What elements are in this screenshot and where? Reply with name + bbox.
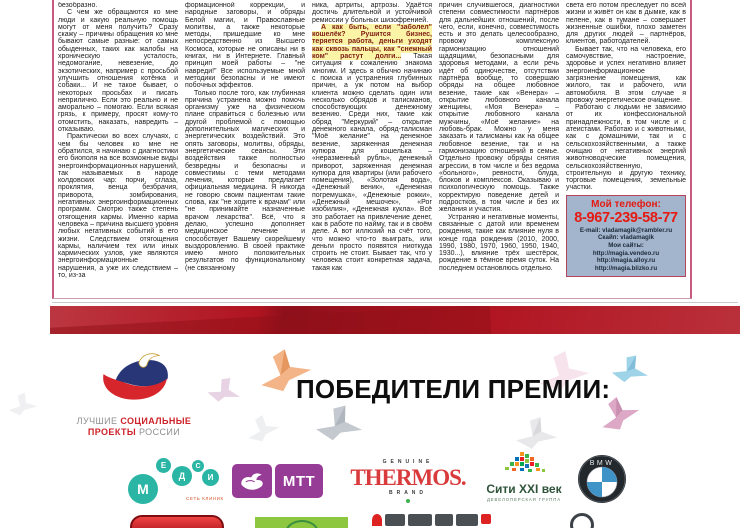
paragraph: Работаю с людьми не зависимо от их конфессиональной принадлежности, в том числе и с атеистами. Работаю и с животными, как с домашними, так и с сельскохозяйственными, а также очищаю от негативных энергий животноводческие помещения, сельскохозяйственную, строительную и другую технику, торговые помещения, земельные участки. xyxy=(566,104,686,192)
article-column-4 xyxy=(439,2,559,296)
article-column-3 xyxy=(312,2,432,296)
paragraph: формационной коррекции, и народные заговоры, и обряды Белой магии, и Православные молитвы, а также некоторые методы, пришедшие ко мне непосредственно из Высшего Космоса, которые не описаны ни в книгах, ни в Интернете. Главный принцип моей работы – "не навреди!" Все используемые мной методики безопасны и не имеют побочных эффектов. xyxy=(185,2,305,90)
contact-site-url: http://magia.blizko.ru xyxy=(594,264,658,272)
article-column-2 xyxy=(185,2,305,296)
paragraph: Только после того, как глубинная причина устранена можно помочь организму уже на физическом плане справиться с болезнью или другой проблемой с помощью дополнительных магических и энергетических воздействий. Это опять заговоры, молитвы, обряды, энергетические сеансы. Эти воздействия также полностью безвредны и безопасны и совместимы с теми методами лечения, которые предлагает официальная медицина. Я никогда не говорю своим пациентам такие слова, как "не ходите к врачам" или "не принимайте назначенные врачом лекарства". Всё, что я делаю, успешно дополняет медицинское лечение и способствует Вашему скорейшему выздоровлению. В своей практике имею много положительных результатов по функциональному (не связанному xyxy=(185,89,305,272)
award-logo xyxy=(56,348,212,438)
paragraph: С чем же обращаются ко мне люди и какую реальную помощь могут от меня получить? Сразу скажу – причины обращения ко мне бывают самые разные: от самых обыденных, таких как жалобы на хроническую усталость, недомогание, невезение, до экзотических, например с просьбой улучшить отношения котёнка и собаки... И не такое бывает, о некоторых просьбах и писать неприлично. Если это реально и не аморально – помогаю. Если всякая грязь, к примеру, просят кому-то отомстить, наказать, навредить – отказываю. xyxy=(58,9,178,134)
paragraph: света его потом преследует по всей жизни и живёт он как в дымке, как в пелене, как в тумане – совершает жизненные ошибки, плохо заметен для других людей – партнёров, клиентов, работодателей. xyxy=(566,2,686,46)
paragraph: Бывает так, что на человека, его самочувствие, настроение, здоровье и успех негативно влияет энергоинформационное загрязнение помещения, как жилого, так и рабочего, или автомобиля. В этом случае я провожу энергетическое очищение. xyxy=(566,45,686,104)
medsi-letter-circle: И xyxy=(202,469,219,486)
origami-bird-icon xyxy=(8,392,38,416)
mtt-logo xyxy=(232,464,323,498)
medsi-logo xyxy=(128,458,240,506)
paragraph: безобразно. xyxy=(58,2,98,9)
thermos-brand-text: BRAND xyxy=(388,490,428,496)
contact-phone-label: Мой телефон: xyxy=(591,198,661,210)
award-word: ЛУЧШИЕ xyxy=(76,416,118,426)
city21-subtitle: ДЕВЕЛОПЕРСКАЯ ГРУППА xyxy=(486,497,562,502)
medsi-letter-circle: М xyxy=(128,474,158,504)
medsi-letter-circle: Е xyxy=(156,458,171,473)
red-banner xyxy=(50,306,740,334)
contact-box xyxy=(566,195,686,278)
origami-bird-icon xyxy=(243,411,282,445)
origami-bird-icon xyxy=(609,350,652,387)
city-skyline-icon xyxy=(498,452,550,478)
medsi-letter-circle: Д xyxy=(172,466,192,486)
city21-logo xyxy=(484,452,564,502)
dove-logo-icon xyxy=(94,348,174,408)
award-logo-text xyxy=(56,416,212,438)
paragraph: причин случившегося, диагностики степени совместимости партнёров для дальнейших отношений, после чего, если, конечно, совместимость есть и это делать целесообразно, провожу комплексную гармонизацию отношений щадящими, безопасными для здоровья методами, а если речь идёт об одиночестве, отсутствии партнёра вообще, то совершаю обряды на общее любовное везение, такие как «Венера» – открытие любовного канала женщины, «Моя Венера» – открытие любовного канала мужчины, «Моё желание» на любовь-брак. Можно у меня заказать и талисманы как на общее любовное везение, так и на гармонизацию отношений в семье. Отдельно провожу обряды снятия агрессии, в том числе и без ведома «больного», ревности, блуда, блоков и комплексов. Оказываю и психологическую помощь. Также корректирую поведение детей и подростков, в том числе и без их желания и участия. xyxy=(439,2,559,214)
origami-bird-icon xyxy=(314,401,367,445)
thermos-genuine-text: GENUINE xyxy=(382,459,434,465)
mtt-wordmark: MTT xyxy=(275,464,323,498)
partial-logo-red-mark xyxy=(372,514,382,526)
phone-number: 8-967-239-58-77 xyxy=(574,209,678,226)
bmw-logo xyxy=(577,454,627,504)
contact-site-url: http://magia.alloy.ru xyxy=(596,257,656,265)
partial-logo-dark-text xyxy=(372,514,491,528)
paragraph: ника, артриты, артрозы. Удаётся достичь длительной и устойчивой ремиссии у больных шизофренией. xyxy=(312,2,432,24)
partial-logo-red-pill xyxy=(130,515,224,528)
contact-sites-label: Мои сайты: xyxy=(608,241,644,249)
partial-logo-green xyxy=(255,517,348,528)
paragraph xyxy=(312,24,432,272)
mtt-bird-tile xyxy=(232,464,272,498)
partial-logo-red-mark xyxy=(481,514,491,524)
winners-heading: ПОБЕДИТЕЛИ ПРЕМИИ: xyxy=(296,374,611,404)
award-word: РОССИИ xyxy=(138,427,181,437)
origami-bird-icon xyxy=(505,414,569,451)
award-winners-section xyxy=(0,334,740,528)
partial-logo-ellipse xyxy=(285,520,319,528)
paragraph: Практически во всех случаях, с чем бы человек ко мне не обратился, я начинаю с диагностики его биополя на все возможные виды энергоинформационных нарушений, так называемых в народе колдовских чар: порчи, сглаза, проклятия, венца безбрачия, приворота, зомбирования, негативных энергоинформационных программ. Смотрю также степень отягощения кармы. Именно карма человека – причина высшего уровня любых негативных событий в его жизни. Следствием отягощения кармы, наличием тех или иных кармических узлов, уже являются энергоинформационные нарушения, а уже их следствием – то, из-за xyxy=(58,133,178,279)
highlighted-lead-text: А как быть, если "заболел" кошелёк? Рушится бизнес, теряется работа, деньги уходят как сквозь пальцы, как "снежный ком" растут долги... xyxy=(312,23,432,61)
contact-skype: Скайп: vladamagik xyxy=(597,234,655,242)
contact-site-url: http://magia.vendeo.ru xyxy=(592,249,660,257)
bmw-wordmark: BMW xyxy=(589,460,615,467)
award-word: ПРОЕКТЫ xyxy=(87,427,137,437)
article-text-block xyxy=(52,0,692,299)
thermos-green-dot-icon xyxy=(406,499,410,503)
medsi-letter-circle: С xyxy=(192,460,204,472)
dove-icon xyxy=(237,469,267,493)
city21-wordmark: Сити XXI век xyxy=(486,482,562,496)
article-column-5 xyxy=(566,2,686,296)
thermos-logo xyxy=(350,459,466,503)
paragraph: Устраняю и негативные моменты, связанные с датой или временем рождения, такие как влияние нуля в конце года рождения (2010, 2000, 1990, 1980, 1970, 1960, 1950, 1940, 1930...), влияние трёх шестёрок, рождение в тёмное время суток. На последнем остановлюсь отдельно. xyxy=(439,213,559,272)
contact-email: E-mail: vladamagik@rambler.ru xyxy=(579,226,673,234)
thermos-wordmark: THERMOS. xyxy=(350,465,466,490)
medsi-subtitle: СЕТЬ КЛИНИК xyxy=(186,496,224,501)
divider-line xyxy=(52,302,738,303)
article-column-1 xyxy=(58,2,178,296)
award-word: СОЦИАЛЬНЫЕ xyxy=(120,416,192,426)
paragraph-text: Такая ситуация к сожалению знакома многим. И здесь я обычно начинаю с поиска и устранения глубинных причин, а уж потом на выбор клиента можно сделать один или несколько обрядов и талисманов, способствующих денежному везению. Среди них, такие как обряд "Меркурий" – открытие денежного канала, обряд-талисман "Моё желание" на денежное везение, заряженная денежная купюра для кошелька – «неразменный рубль», денежный приворот, заряженная денежная купюра для квартиры (или рабочего помещения), «Золотая вода», «Денежный веник», «Денежная погремушка», «Денежные рожки», «Денежный мешочек», «Рог изобилия», «Денежная кукла». Всё это работает на привлечение денег, как в работе по найму, так и в своём деле. А вот иллюзий на счёт того, что можно что-то выиграть, или деньги просто появятся ниоткуда строить не стоит. Бывает так, что у человека стоит конкретная задача, такая как xyxy=(312,53,432,272)
